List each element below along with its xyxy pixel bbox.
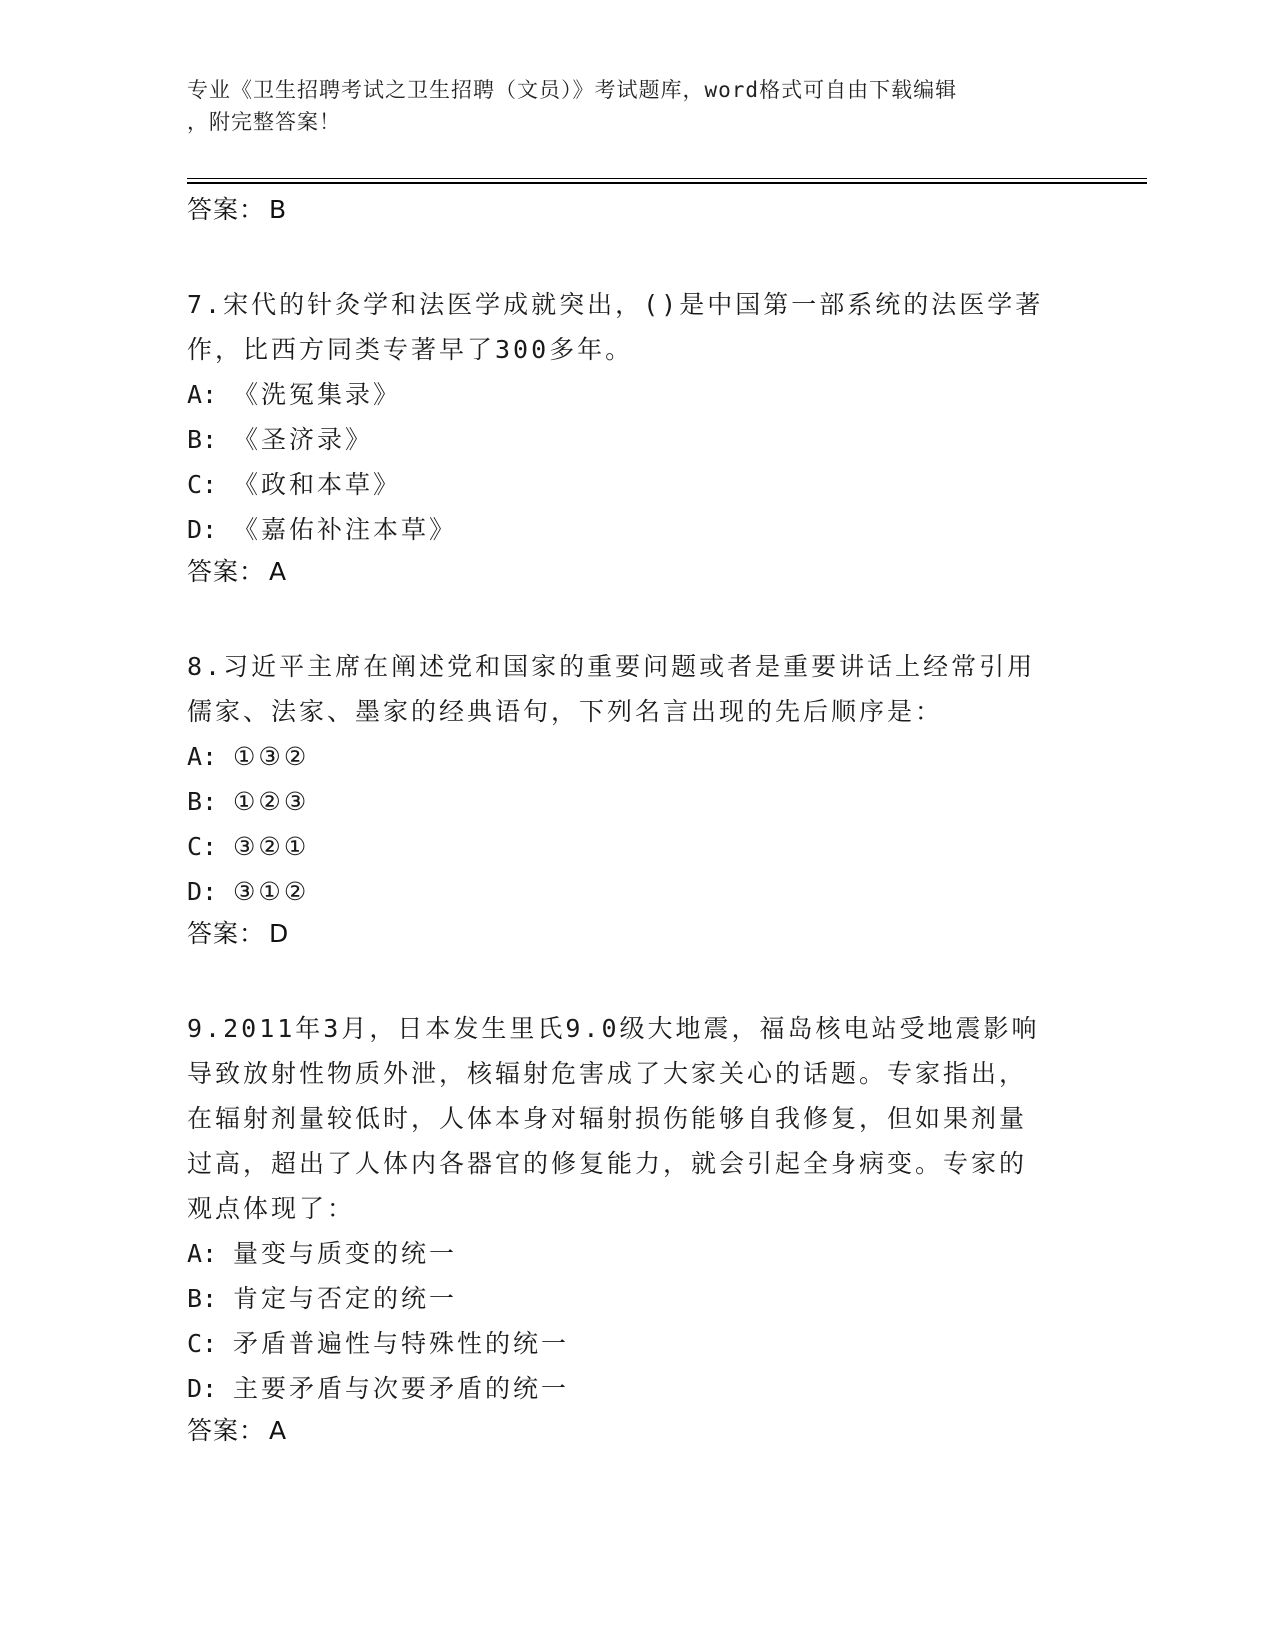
question-text-line: 9.2011年3月，日本发生里氏9.0级大地震，福岛核电站受地震影响 (187, 1014, 1040, 1043)
option-b (187, 779, 1087, 824)
question-7 (187, 282, 1087, 594)
option-text: 《嘉佑补注本草》 (233, 515, 458, 544)
answer-label: 答案： (187, 1416, 266, 1445)
option-b (187, 417, 1087, 462)
option-text: ③②① (233, 832, 310, 861)
question-stem (187, 1006, 1087, 1231)
option-key: A: (187, 742, 218, 771)
question-text-line: 过高，超出了人体内各器官的修复能力，就会引起全身病变。专家的 (187, 1149, 1028, 1178)
question-text-line: 作，比西方同类专著早了300多年。 (187, 335, 634, 364)
option-key: B: (187, 1284, 218, 1313)
option-key: A: (187, 380, 218, 409)
question-9 (187, 1006, 1087, 1453)
answer-label: 答案： (187, 557, 266, 586)
option-text: 《圣济录》 (233, 425, 374, 454)
question-text-line: 儒家、法家、墨家的经典语句，下列名言出现的先后顺序是： (187, 697, 944, 726)
question-text-line: 在辐射剂量较低时，人体本身对辐射损伤能够自我修复，但如果剂量 (187, 1104, 1028, 1133)
answer-value: B (269, 195, 288, 224)
option-c (187, 1321, 1087, 1366)
option-key: B: (187, 425, 218, 454)
option-key: A: (187, 1239, 218, 1268)
option-text: 肯定与否定的统一 (233, 1284, 458, 1313)
question-text-line: 观点体现了： (187, 1194, 356, 1223)
question-stem (187, 644, 1087, 734)
option-text: 《洗冤集录》 (233, 380, 402, 409)
answer-label: 答案： (187, 919, 266, 948)
previous-answer (187, 190, 1087, 232)
option-text: ③①② (233, 877, 310, 906)
option-d (187, 507, 1087, 552)
option-text: 量变与质变的统一 (233, 1239, 458, 1268)
option-d (187, 869, 1087, 914)
answer-value: A (269, 557, 288, 586)
option-d (187, 1366, 1087, 1411)
question-text-line: 7.宋代的针灸学和法医学成就突出，()是中国第一部系统的法医学著 (187, 290, 1044, 319)
option-key: D: (187, 515, 218, 544)
option-key: C: (187, 470, 218, 499)
document-header (187, 74, 1087, 138)
option-a (187, 372, 1087, 417)
answer-value: D (269, 919, 290, 948)
option-key: C: (187, 832, 218, 861)
answer (187, 1411, 1087, 1453)
question-list (187, 190, 1087, 1453)
option-b (187, 1276, 1087, 1321)
option-c (187, 824, 1087, 869)
answer-label: 答案： (187, 195, 266, 224)
option-text: ①②③ (233, 787, 310, 816)
header-divider-thick (187, 182, 1147, 184)
question-8 (187, 644, 1087, 956)
question-stem (187, 282, 1087, 372)
option-key: D: (187, 1374, 218, 1403)
option-text: 矛盾普遍性与特殊性的统一 (233, 1329, 570, 1358)
header-line-2: ，附完整答案！ (187, 110, 341, 134)
question-text-line: 导致放射性物质外泄，核辐射危害成了大家关心的话题。专家指出， (187, 1059, 1028, 1088)
header-line-1: 专业《卫生招聘考试之卫生招聘（文员）》考试题库，word格式可自由下载编辑 (187, 78, 958, 102)
answer-value: A (269, 1416, 288, 1445)
option-text: ①③② (233, 742, 310, 771)
option-text: 《政和本草》 (233, 470, 402, 499)
answer (187, 914, 1087, 956)
option-key: D: (187, 877, 218, 906)
option-a (187, 1231, 1087, 1276)
answer (187, 552, 1087, 594)
option-c (187, 462, 1087, 507)
option-text: 主要矛盾与次要矛盾的统一 (233, 1374, 570, 1403)
option-a (187, 734, 1087, 779)
option-key: C: (187, 1329, 218, 1358)
option-key: B: (187, 787, 218, 816)
question-text-line: 8.习近平主席在阐述党和国家的重要问题或者是重要讲话上经常引用 (187, 652, 1036, 681)
header-divider-thin (187, 178, 1147, 179)
